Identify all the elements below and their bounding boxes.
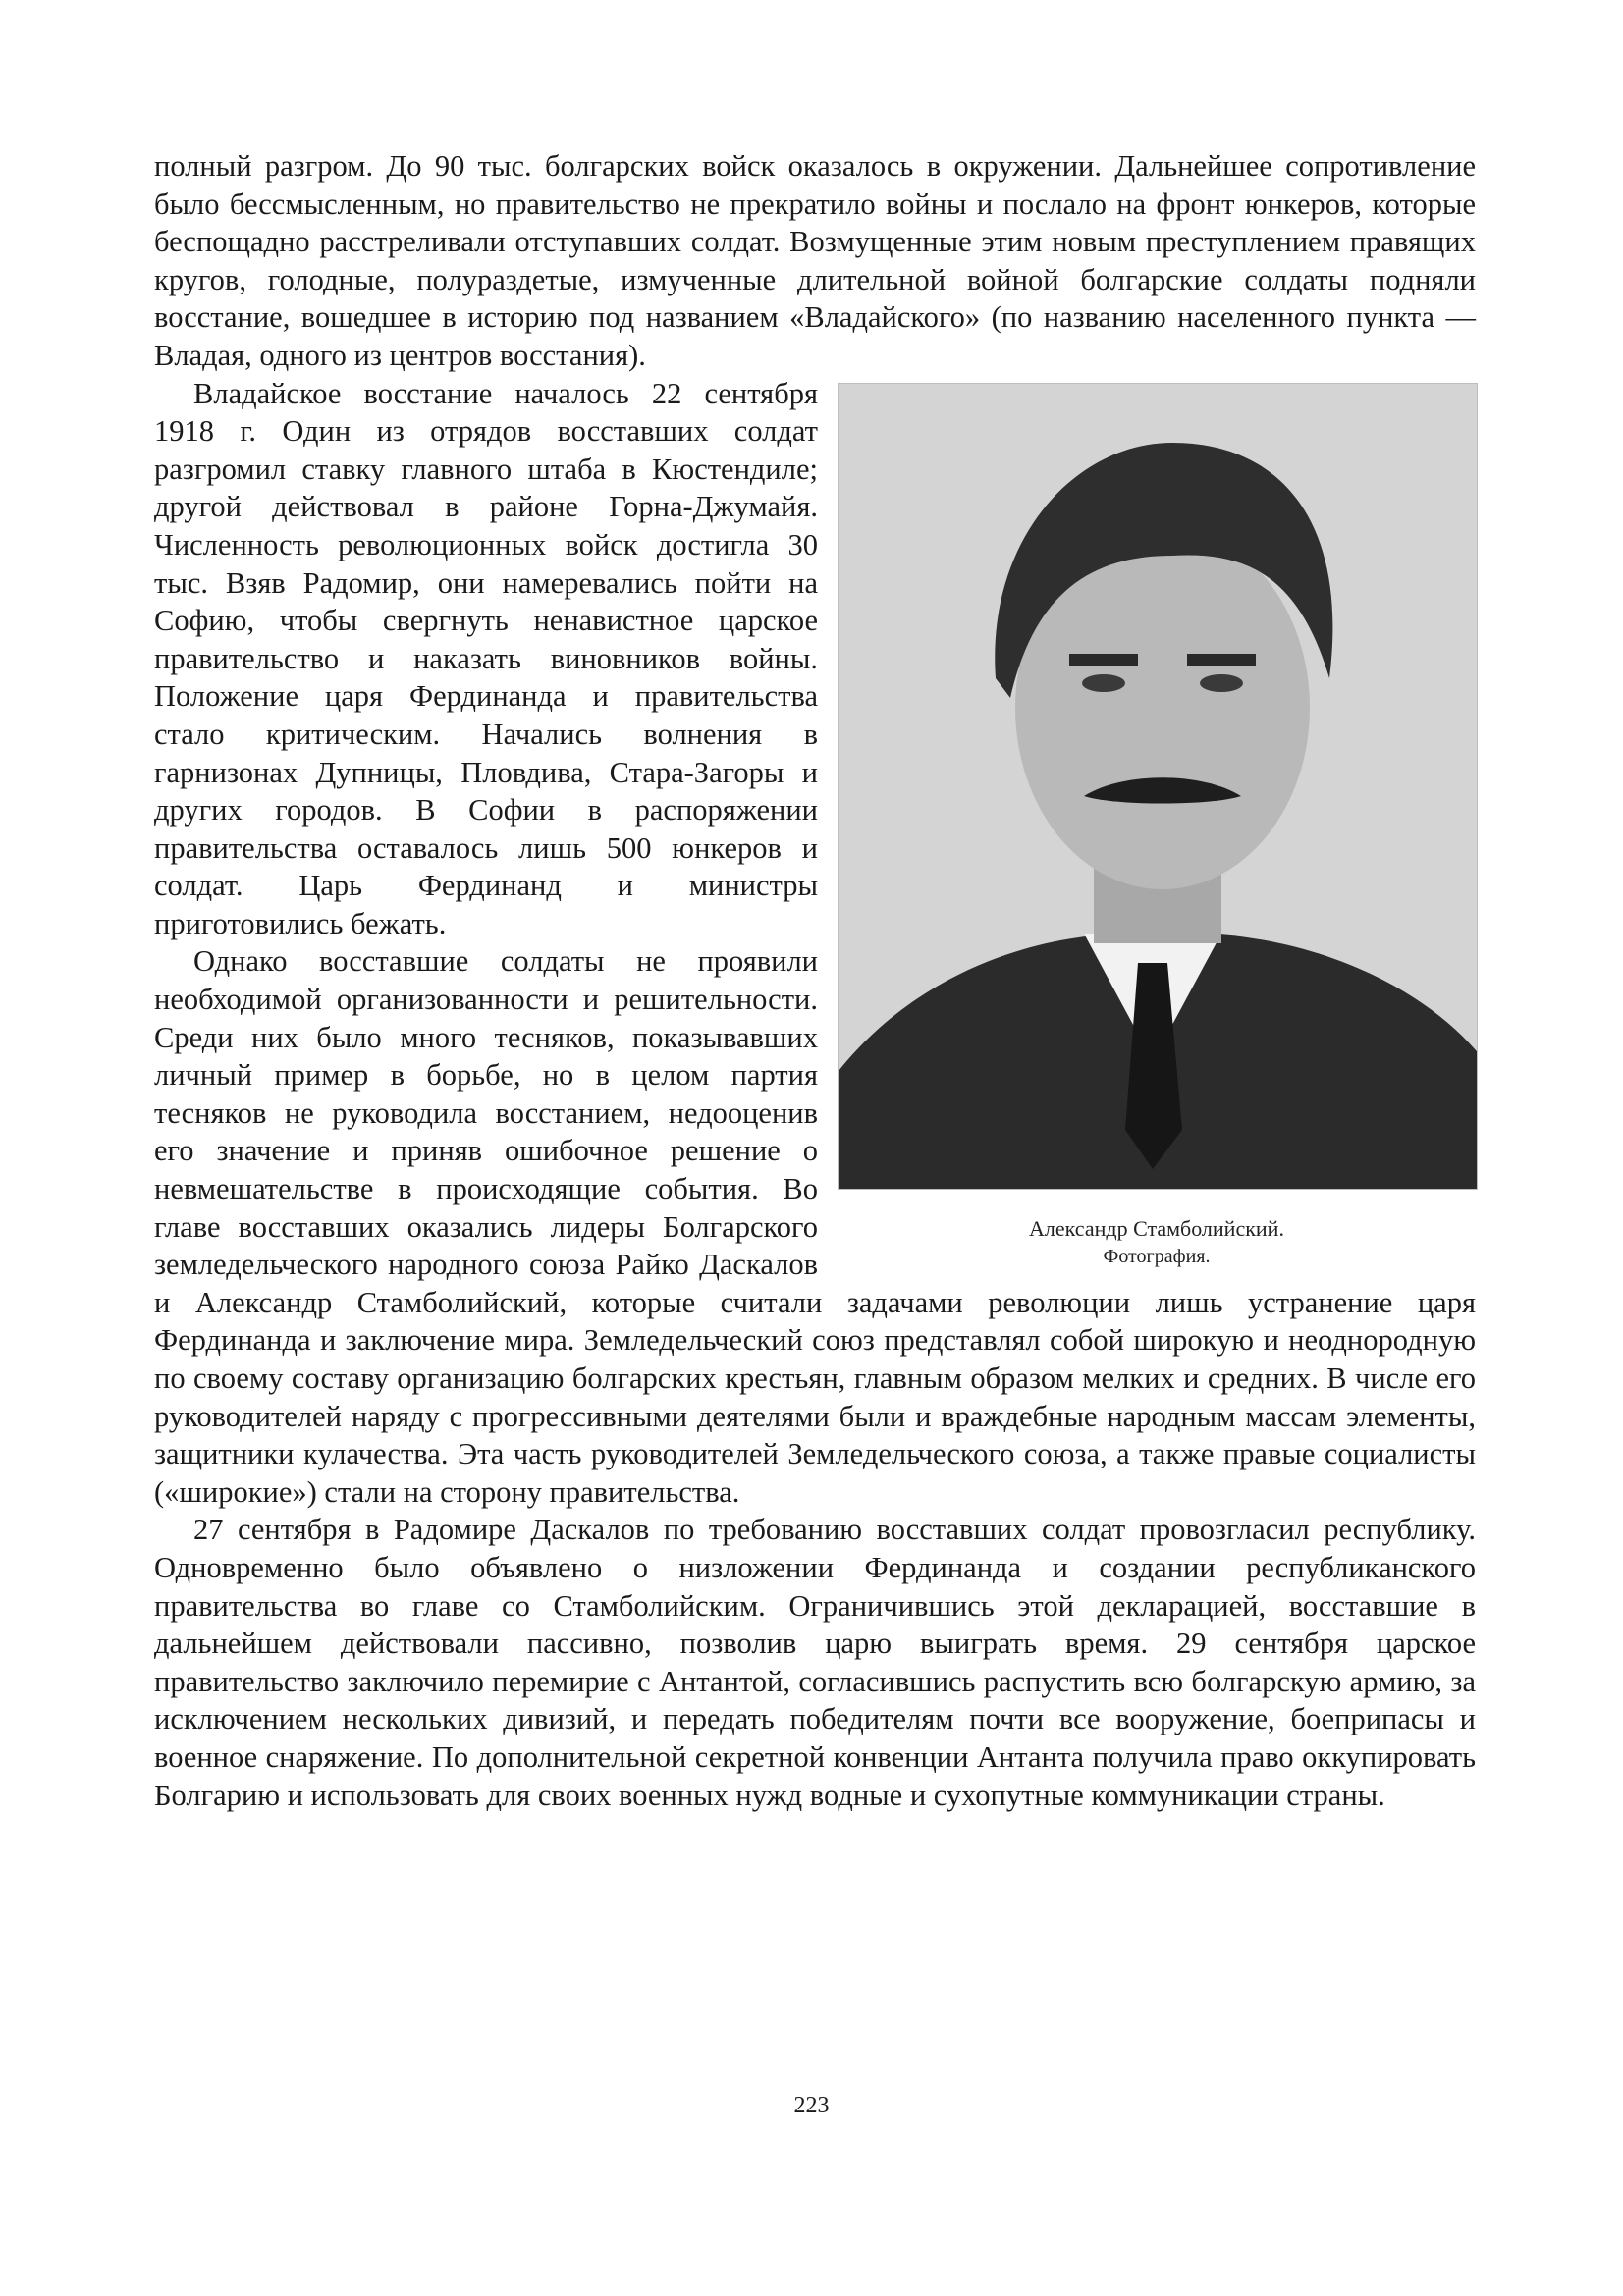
figure-caption (838, 1215, 1476, 1270)
paragraph-2: Владайское восстание началось 22 сентября 1918 г. Один из отрядов восставших солдат разгромил ставку главного штаба в Кюстендиле; другой действовал в районе Горна-Джумайя. Численность революционных войск достигла 30 тыс. Взяв Радомир, они намеревались пойти на Софию, чтобы свергнуть ненавистное царское правительство и наказать виновников войны. Положение царя Фердинанда и правительства стало критическим. Начались волнения в гарнизонах Дупницы, Пловдива, Стара-Загоры и других городов. В Софии в распоряжении правительства оставалось лишь 500 юнкеров и солдат. Царь Фердинанд и министры приготовились бежать. (154, 376, 818, 940)
caption-line-1: Александр Стамболийский. (1029, 1215, 1284, 1241)
caption-line-2: Фотография. (1103, 1245, 1211, 1267)
page-number: 223 (793, 2093, 830, 2118)
portrait-photo (838, 383, 1478, 1190)
paragraph-3: Однако восставшие солдаты не проявили необходимой организованности и решительности. Среди них было много тесняков, показывавших личный пример в борьбе, но в целом партия тесняков не руководила восстанием, недооценив его значение и приняв ошибочное решение о невмешательстве в происходящие события. Во главе восставших оказались лидеры Болгарского земледельческого народного союза Райко Даскалов и Александр Стамболийский, которые считали задачами революции лишь устранение царя Фердинанда и заключение мира. Земледельческий союз представлял собой широкую и неоднородную по своему составу организацию болгарских крестьян, главным образом мелких и средних. В числе его руководителей наряду с прогрессивными деятелями были и враждебные народным массам элементы, защитники кулачества. Эта часть руководителей Земледельческого союза, а также правые социалисты («широкие») стали на сторону правительства. (154, 944, 1476, 1509)
figure (838, 383, 1476, 1270)
body-text (154, 147, 1476, 1814)
paragraph-1: полный разгром. До 90 тыс. болгарских войск оказалось в окружении. Дальнейшее сопротивление было бессмысленным, но правительство не прекратило войны и послало на фронт юнкеров, которые беспощадно расстреливали отступавших солдат. Возмущенные этим новым преступлением правящих кругов, голодные, полураздетые, измученные длительной войной болгарские солдаты подняли восстание, вошедшее в историю под названием «Владайского» (по названию населенного пункта — Владая, одного из центров восстания). (154, 149, 1476, 372)
paragraph-4: 27 сентября в Радомире Даскалов по требованию восставших солдат провозгласил республику. Одновременно было объявлено о низложении Фердинанда и создании республиканского правительства во главе со Стамболийским. Ограничившись этой декларацией, восставшие в дальнейшем действовали пассивно, позволив царю выиграть время. 29 сентября царское правительство заключило перемирие с Антантой, согласившись распустить всю болгарскую армию, за исключением нескольких дивизий, и передать победителям почти все вооружение, боеприпасы и военное снаряжение. По дополнительной секретной конвенции Антанта получила право оккупировать Болгарию и использовать для своих военных нужд водные и сухопутные коммуникации страны. (154, 1513, 1476, 1812)
